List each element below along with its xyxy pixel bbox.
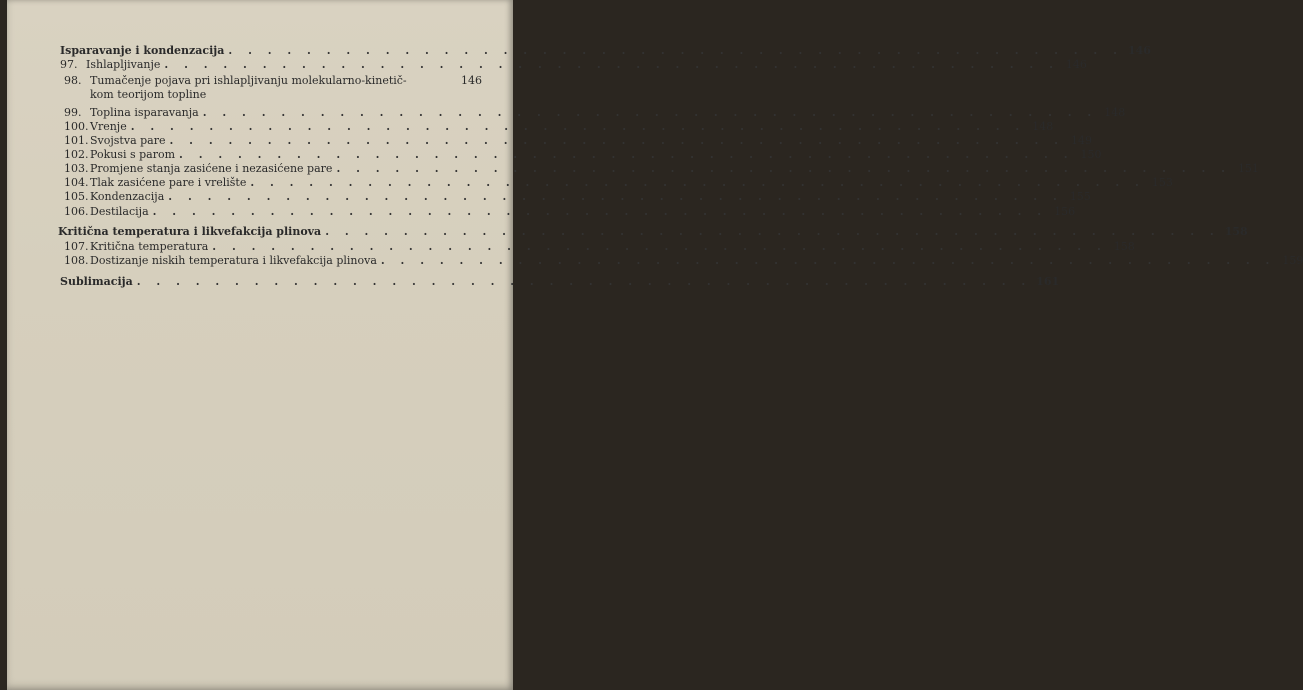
toc-entry-102 [64,148,1102,161]
toc-entry-99 [64,106,1126,119]
entry-number: 108. [64,254,89,267]
table-of-contents [7,0,1303,690]
dot-leader: . . . . . . . . . . . . . . . . . . . . . . . . . . . . . . . . . . . . . . . . . . . . . . [228,44,1123,57]
dot-leader: . . . . . . . . . . . . . . . . . . . . . . . . . . . . . . . . . . . . . . . . . . . . . . [250,176,1145,189]
dot-leader: . . . . . . . . . . . . . . . . . . . . . . . . . . . . . . . . . . . . . . . . . . . . . . [202,106,1098,119]
dot-leader: . . . . . . . . . . . . . . . . . . . . . . . . . . . . . . . . . . . . . . . . . . . . . . [168,190,1063,203]
entry-title: Toplina isparavanja [90,106,199,119]
section-page: 161 [1036,275,1060,288]
entry-number: 99. [64,106,82,119]
entry-title: Dostizanje niskih temperatura i likvefakcija plinova [90,254,377,267]
entry-page: 153 [1151,176,1173,189]
book-page [7,0,1303,690]
dot-leader: . . . . . . . . . . . . . . . . . . . . . . . . . . . . . . . . . . . . . . . . . . . . . . [130,120,1026,133]
entry-title: Tumačenje pojava pri ishlapljivanju molekularno-kinetič- [90,74,407,87]
entry-page: 148 [1032,120,1054,133]
entry-number: 104. [64,176,89,189]
entry-number: 106. [64,205,89,218]
entry-title: Ishlapljivanje [86,58,161,71]
section-page: 146 [1127,44,1151,57]
entry-page: 158 [1113,240,1135,253]
entry-page: 149 [1071,134,1092,147]
dot-leader: . . . . . . . . . . . . . . . . . . . . . . . . . . . . . . . . . . . . . . . . . . . . . . [380,254,1276,267]
toc-entry-107 [64,240,1135,253]
toc-entry-103 [64,162,1259,175]
toc-section-sublimacija [60,275,1060,288]
entry-title: Vrenje [90,120,127,133]
entry-title: Pokusi s parom [90,148,176,161]
entry-page: 151 [1237,162,1259,175]
entry-page: 159 [1282,254,1303,267]
toc-entry-106 [64,205,1076,218]
entry-title: Promjene stanja zasićene i nezasićene pare [90,162,333,175]
entry-number: 102. [64,148,89,161]
entry-page: 150 [1080,148,1102,161]
entry-number: 98. [64,74,82,87]
entry-number: 97. [60,58,78,71]
toc-section-isparavanje [60,44,1151,57]
entry-title: Kondenzacija [90,190,165,203]
dot-leader: . . . . . . . . . . . . . . . . . . . . . . . . . . . . . . . . . . . . . . . . . . . . . . [179,148,1074,161]
toc-entry-97 [60,58,1087,71]
entry-number: 103. [64,162,89,175]
section-page: 158 [1224,225,1248,238]
toc-entry-98-continuation: kom teorijom topline [90,88,207,101]
dot-leader: . . . . . . . . . . . . . . . . . . . . . . . . . . . . . . . . . . . . . . . . . . . . . . [212,240,1107,253]
dot-leader: . . . . . . . . . . . . . . . . . . . . . . . . . . . . . . . . . . . . . . . . . . . . . . [164,58,1059,71]
entry-number: 100. [64,120,89,133]
entry-page: 146 [1065,58,1087,71]
entry-number: 107. [64,240,89,253]
toc-entry-104 [64,176,1173,189]
section-title: Isparavanje i kondenzacija [60,44,225,57]
toc-entry-108 [64,254,1303,267]
entry-title: Svojstva pare [90,134,166,147]
toc-section-kriticna [58,225,1248,238]
entry-title: Destilacija [90,205,149,218]
entry-page: 146 [461,74,482,87]
dot-leader: . . . . . . . . . . . . . . . . . . . . . . . . . . . . . . . . . . . . . . . . . . . . . . [336,162,1231,175]
dot-leader: . . . . . . . . . . . . . . . . . . . . . . . . . . . . . . . . . . . . . . . . . . . . . . [152,205,1048,218]
section-title: Sublimacija [60,275,133,288]
entry-page: 156 [1054,205,1076,218]
entry-page: 155 [1069,190,1091,203]
section-title: Kritična temperatura i likvefakcija plinova [58,225,322,238]
toc-entry-98 [64,74,482,87]
entry-number: 101. [64,134,89,147]
dot-leader: . . . . . . . . . . . . . . . . . . . . . . . . . . . . . . . . . . . . . . . . . . . . . . [169,134,1064,147]
toc-entry-100 [64,120,1054,133]
toc-entry-101 [64,134,1092,147]
entry-number: 105. [64,190,89,203]
toc-entry-105 [64,190,1091,203]
dot-leader: . . . . . . . . . . . . . . . . . . . . . . . . . . . . . . . . . . . . . . . . . . . . . . [136,275,1032,288]
entry-page: 148 [1104,106,1126,119]
entry-title: Kritična temperatura [90,240,209,253]
entry-title: Tlak zasićene pare i vrelište [90,176,247,189]
dot-leader: . . . . . . . . . . . . . . . . . . . . . . . . . . . . . . . . . . . . . . . . . . . . . . [325,225,1220,238]
